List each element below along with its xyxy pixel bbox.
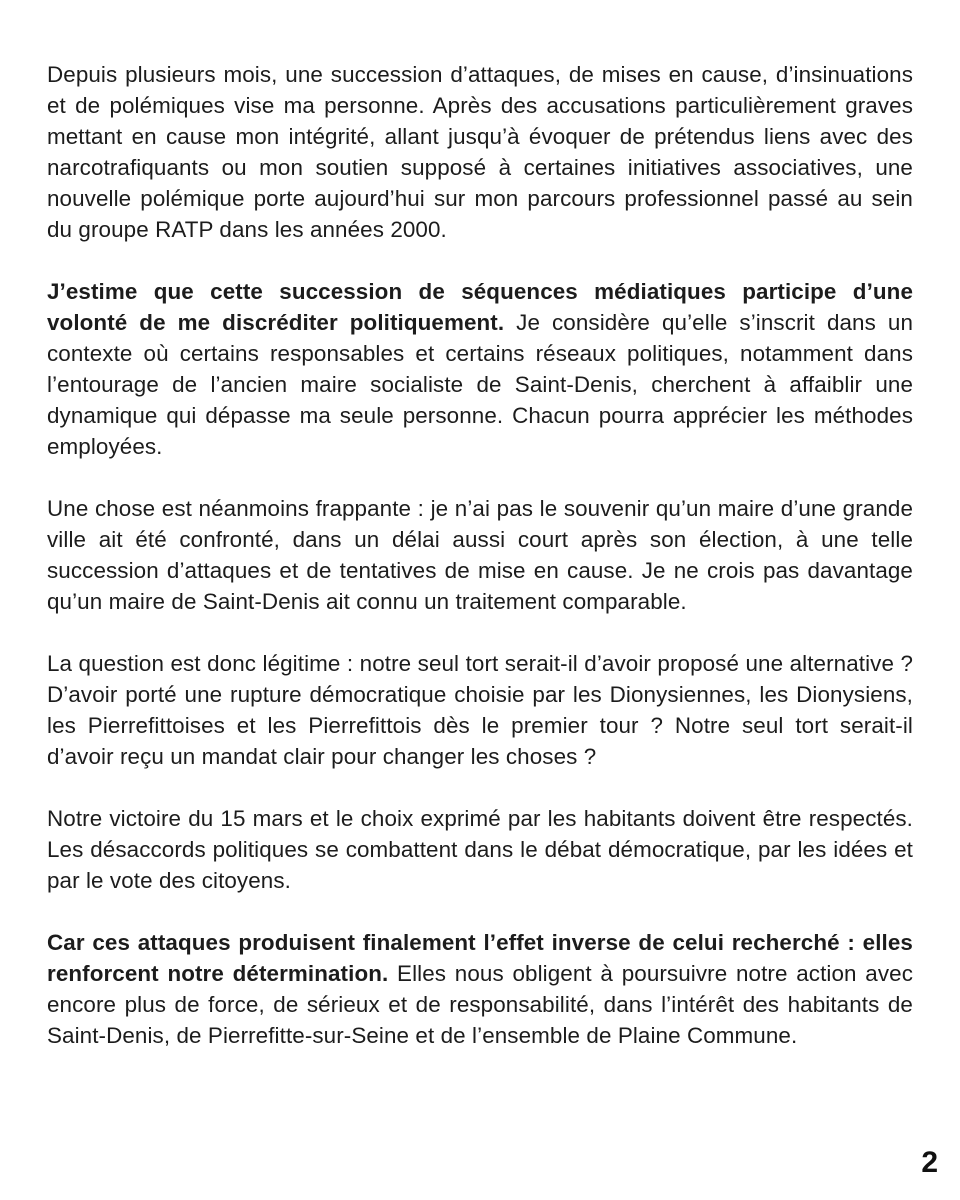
paragraph-2 xyxy=(47,276,913,462)
paragraph-text: Depuis plusieurs mois, une succession d’attaques, de mises en cause, d’insinuations et de polémiques vise ma personne. Après des accusations particulièrement graves mettant en cause mon intégrité, allant jusqu’à évoquer de prétendus liens avec des narcotrafiquants ou mon soutien supposé à certaines initiatives associatives, une nouvelle polémique porte aujourd’hui sur mon parcours professionnel passé au sein du groupe RATP dans les années 2000. xyxy=(47,62,913,242)
paragraph-text: Elles nous obligent à poursuivre notre action avec encore plus de force, de sérieux et de responsabilité, dans l’intérêt des habitants de Saint-Denis, de Pierrefitte-sur-Seine et de l’ensemble de Plaine Commune. xyxy=(47,961,913,1048)
paragraph-4 xyxy=(47,648,913,772)
paragraph-bold-text: Car ces attaques produisent finalement l’effet inverse de celui recherché : elles renforcent notre détermination. xyxy=(47,930,913,986)
paragraph-bold-text: J’estime que cette succession de séquences médiatiques participe d’une volonté de me discréditer politiquement. xyxy=(47,279,913,335)
page-number: 2 xyxy=(921,1146,938,1179)
paragraph-text: Notre victoire du 15 mars et le choix exprimé par les habitants doivent être respectés. Les désaccords politiques se combattent dans le débat démocratique, par les idées et par le vote des citoyens. xyxy=(47,806,913,893)
paragraph-text: Je considère qu’elle s’inscrit dans un contexte où certains responsables et certains réseaux politiques, notamment dans l’entourage de l’ancien maire socialiste de Saint-Denis, cherchent à affaiblir une dynamique qui dépasse ma seule personne. Chacun pourra apprécier les méthodes employées. xyxy=(47,310,913,459)
paragraph-3 xyxy=(47,493,913,617)
paragraph-6 xyxy=(47,927,913,1051)
paragraph-text: La question est donc légitime : notre seul tort serait-il d’avoir proposé une alternative ? D’avoir porté une rupture démocratique choisie par les Dionysiennes, les Dionysiens, les Pierrefittoises et les Pierrefittois dès le premier tour ? Notre seul tort serait-il d’avoir reçu un mandat clair pour changer les choses ? xyxy=(47,651,913,769)
document-body xyxy=(47,59,913,1082)
paragraph-5 xyxy=(47,803,913,896)
paragraph-1 xyxy=(47,59,913,245)
paragraph-text: Une chose est néanmoins frappante : je n’ai pas le souvenir qu’un maire d’une grande ville ait été confronté, dans un délai aussi court après son élection, à une telle succession d’attaques et de tentatives de mise en cause. Je ne crois pas davantage qu’un maire de Saint-Denis ait connu un traitement comparable. xyxy=(47,496,913,614)
